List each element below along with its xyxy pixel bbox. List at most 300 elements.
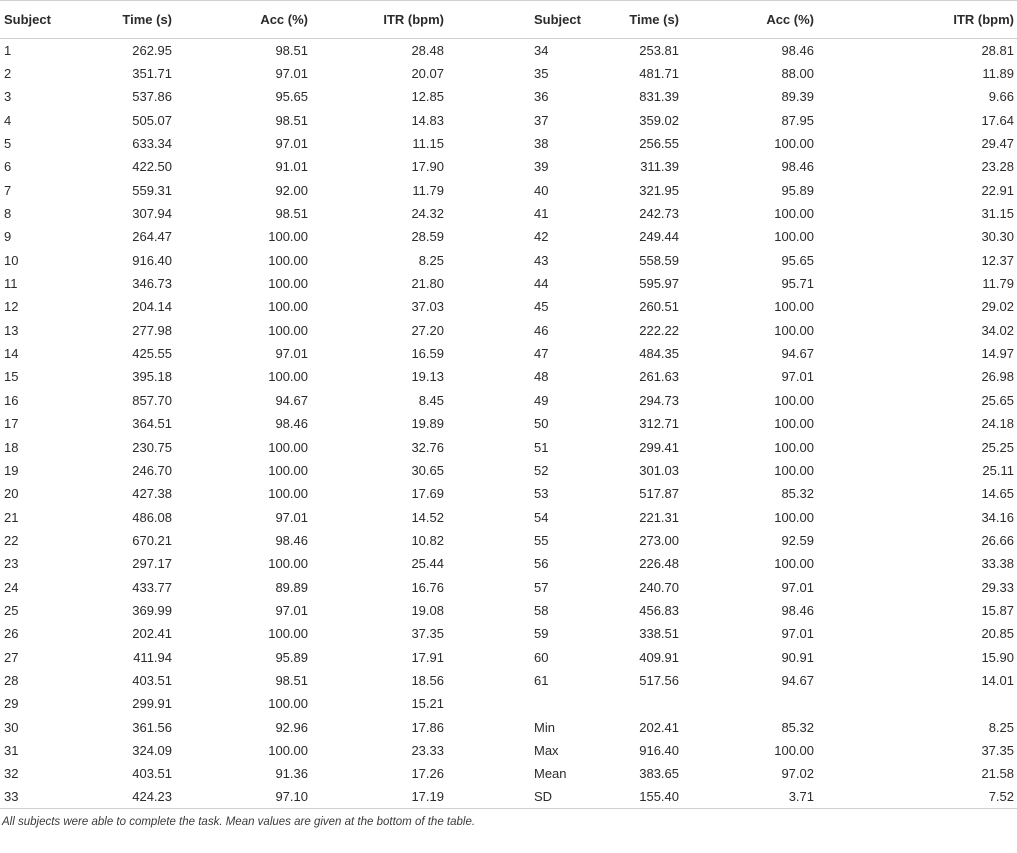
cell-time-2: 261.63 xyxy=(639,369,679,385)
cell-itr-2: 17.64 xyxy=(981,112,1014,128)
table-row xyxy=(0,132,1017,155)
cell-itr-2: 20.85 xyxy=(981,626,1014,642)
cell-time-2: 260.51 xyxy=(639,299,679,315)
spacer-cell xyxy=(814,552,883,575)
header-time: Time (s) xyxy=(74,1,172,39)
cell-itr: 25.44 xyxy=(411,556,444,572)
cell-itr-2: 25.65 xyxy=(981,392,1014,408)
cell-acc-2: 100.00 xyxy=(774,299,814,315)
cell-itr: 30.65 xyxy=(411,462,444,478)
cell-time-2: 242.73 xyxy=(639,206,679,222)
cell-subject: 3 xyxy=(4,89,12,105)
cell-time: 264.47 xyxy=(132,229,172,245)
cell-itr: 19.08 xyxy=(411,602,444,618)
cell-acc: 92.96 xyxy=(275,719,308,735)
cell-time: 433.77 xyxy=(132,579,172,595)
cell-time-2: 481.71 xyxy=(639,66,679,82)
cell-acc-2: 85.32 xyxy=(781,486,814,502)
cell-itr-2: 14.01 xyxy=(981,672,1014,688)
spacer-cell xyxy=(814,435,883,458)
cell-subject: 8 xyxy=(4,206,12,222)
cell-itr-2: 29.47 xyxy=(981,136,1014,152)
cell-itr: 19.89 xyxy=(411,416,444,432)
cell-subject-2: Max xyxy=(534,742,559,758)
spacer-cell xyxy=(814,365,883,388)
cell-time-2: 916.40 xyxy=(639,742,679,758)
spacer-cell xyxy=(814,622,883,645)
cell-subject: 9 xyxy=(4,229,12,245)
cell-itr-2: 33.38 xyxy=(981,556,1014,572)
header-subject-2: Subject xyxy=(444,1,534,39)
cell-itr-2: 7.52 xyxy=(883,786,1017,809)
cell-time: 369.99 xyxy=(132,602,172,618)
cell-subject: 14 xyxy=(4,346,19,362)
cell-itr-2: 22.91 xyxy=(981,182,1014,198)
cell-time: 246.70 xyxy=(132,462,172,478)
cell-acc-2: 100.00 xyxy=(774,392,814,408)
cell-acc-2: 3.71 xyxy=(679,786,814,809)
cell-time: 230.75 xyxy=(132,439,172,455)
cell-subject-2: 38 xyxy=(534,136,549,152)
spacer-cell xyxy=(814,225,883,248)
cell-itr: 8.25 xyxy=(418,252,444,268)
cell-subject: 21 xyxy=(4,509,19,525)
cell-itr-2: 37.35 xyxy=(981,742,1014,758)
cell-time: 857.70 xyxy=(132,392,172,408)
table-row xyxy=(0,62,1017,85)
cell-itr: 17.19 xyxy=(308,786,444,809)
cell-itr-2: 29.33 xyxy=(981,579,1014,595)
cell-itr-2: 31.15 xyxy=(981,206,1014,222)
cell-time-2: 321.95 xyxy=(639,182,679,198)
cell-time: 297.17 xyxy=(132,556,172,572)
spacer-cell xyxy=(814,459,883,482)
cell-time-2: 311.39 xyxy=(640,159,679,175)
table-row xyxy=(0,412,1017,435)
table-row xyxy=(0,272,1017,295)
header-row xyxy=(0,1,1017,39)
cell-subject-2: 59 xyxy=(534,626,549,642)
cell-subject-2: 61 xyxy=(534,672,549,688)
cell-time: 346.73 xyxy=(132,276,172,292)
cell-acc: 98.51 xyxy=(275,672,308,688)
cell-acc: 98.51 xyxy=(275,42,308,58)
cell-acc-2: 100.00 xyxy=(774,556,814,572)
table-row xyxy=(0,762,1017,785)
header-itr: ITR (bpm) xyxy=(308,1,444,39)
spacer-cell xyxy=(814,412,883,435)
cell-itr: 16.76 xyxy=(411,579,444,595)
header-acc-2: Acc (%) xyxy=(679,1,814,39)
cell-time-2 xyxy=(534,692,679,715)
spacer-cell xyxy=(814,529,883,552)
cell-subject: 27 xyxy=(4,649,19,665)
cell-itr-2: 11.89 xyxy=(982,66,1014,82)
cell-subject-2: 37 xyxy=(534,112,549,128)
cell-itr: 10.82 xyxy=(411,532,444,548)
cell-time: 425.55 xyxy=(132,346,172,362)
table-row xyxy=(0,295,1017,318)
table-row xyxy=(0,85,1017,108)
cell-acc: 97.01 xyxy=(275,136,308,152)
cell-itr: 17.91 xyxy=(411,649,444,665)
cell-subject: 2 xyxy=(4,66,12,82)
cell-itr: 11.79 xyxy=(412,182,444,198)
cell-itr-2: 34.02 xyxy=(981,322,1014,338)
cell-acc-2: 100.00 xyxy=(774,462,814,478)
cell-itr-2: 29.02 xyxy=(981,299,1014,315)
cell-time: 537.86 xyxy=(132,89,172,105)
cell-subject: 28 xyxy=(4,672,19,688)
cell-subject: 33 xyxy=(0,786,74,809)
cell-acc: 97.10 xyxy=(172,786,308,809)
cell-time-2: 301.03 xyxy=(639,462,679,478)
cell-subject: 7 xyxy=(4,182,12,198)
cell-subject-2: Min xyxy=(534,719,555,735)
cell-acc: 100.00 xyxy=(268,556,308,572)
table-row xyxy=(0,39,1017,62)
table-row xyxy=(0,179,1017,202)
spacer-cell xyxy=(814,155,883,178)
cell-itr: 37.35 xyxy=(411,626,444,642)
cell-subject: 26 xyxy=(4,626,19,642)
spacer-cell xyxy=(814,505,883,528)
table-row xyxy=(0,109,1017,132)
cell-itr-2: 8.25 xyxy=(988,719,1014,735)
header-subject: Subject xyxy=(0,1,74,39)
spacer-cell xyxy=(814,389,883,412)
cell-subject-2: 47 xyxy=(534,346,549,362)
cell-subject: 22 xyxy=(4,532,19,548)
cell-subject-2: 36 xyxy=(534,89,549,105)
cell-time: 916.40 xyxy=(132,252,172,268)
spacer-cell xyxy=(814,319,883,342)
cell-acc-2: 90.91 xyxy=(781,649,814,665)
table-row xyxy=(0,692,1017,715)
cell-time: 277.98 xyxy=(132,322,172,338)
cell-acc-2: 95.89 xyxy=(781,182,814,198)
cell-itr-2: 15.87 xyxy=(981,602,1014,618)
table-row xyxy=(0,622,1017,645)
cell-time: 505.07 xyxy=(132,112,172,128)
cell-itr-2: 9.66 xyxy=(988,89,1014,105)
table-row xyxy=(0,575,1017,598)
cell-subject-2: 34 xyxy=(534,42,549,58)
cell-acc-2: 85.32 xyxy=(781,719,814,735)
cell-time: 262.95 xyxy=(132,42,172,58)
cell-itr-2: 11.79 xyxy=(982,276,1014,292)
cell-subject: 19 xyxy=(4,462,19,478)
cell-itr-2: 30.30 xyxy=(981,229,1014,245)
cell-acc-2 xyxy=(679,692,814,715)
table-row xyxy=(0,365,1017,388)
cell-time-2: 312.71 xyxy=(639,416,679,432)
cell-time-2: 831.39 xyxy=(639,89,679,105)
spacer-cell xyxy=(814,715,883,738)
cell-itr: 24.32 xyxy=(411,206,444,222)
cell-acc: 97.01 xyxy=(275,346,308,362)
cell-subject-2: 42 xyxy=(534,229,549,245)
cell-itr-2: 26.66 xyxy=(981,532,1014,548)
cell-time-2: 517.56 xyxy=(639,672,679,688)
cell-time: 324.09 xyxy=(132,742,172,758)
cell-itr-2: 15.90 xyxy=(981,649,1014,665)
table-row xyxy=(0,669,1017,692)
cell-acc-2: 87.95 xyxy=(781,112,814,128)
cell-acc: 97.01 xyxy=(275,66,308,82)
cell-time: 411.94 xyxy=(133,649,172,665)
cell-acc: 100.00 xyxy=(268,369,308,385)
cell-acc: 98.51 xyxy=(275,112,308,128)
cell-subject-2: 50 xyxy=(534,416,549,432)
cell-time-2: 595.97 xyxy=(639,276,679,292)
cell-acc: 97.01 xyxy=(275,602,308,618)
cell-subject: 4 xyxy=(4,112,12,128)
cell-subject: 16 xyxy=(4,392,19,408)
cell-time-2: 273.00 xyxy=(639,532,679,548)
cell-subject-2: 44 xyxy=(534,276,549,292)
cell-time: 202.41 xyxy=(132,626,172,642)
cell-acc: 100.00 xyxy=(268,299,308,315)
cell-itr-2: 14.65 xyxy=(981,486,1014,502)
cell-time-2: 240.70 xyxy=(639,579,679,595)
cell-subject: 12 xyxy=(4,299,19,315)
cell-itr: 28.59 xyxy=(411,229,444,245)
spacer-cell xyxy=(814,249,883,272)
cell-time: 403.51 xyxy=(132,766,172,782)
cell-time: 299.91 xyxy=(132,696,172,712)
cell-subject: 23 xyxy=(4,556,19,572)
spacer-cell xyxy=(814,295,883,318)
table-row xyxy=(0,786,1017,809)
cell-acc-2: 97.01 xyxy=(781,626,814,642)
cell-itr: 8.45 xyxy=(418,392,444,408)
table-row xyxy=(0,225,1017,248)
cell-subject-2: 39 xyxy=(534,159,549,175)
cell-time-2: 253.81 xyxy=(639,42,679,58)
cell-itr: 27.20 xyxy=(411,322,444,338)
cell-time: 403.51 xyxy=(132,672,172,688)
cell-subject: 11 xyxy=(4,276,18,292)
cell-time: 633.34 xyxy=(132,136,172,152)
spacer-cell xyxy=(814,132,883,155)
cell-time: 422.50 xyxy=(132,159,172,175)
cell-acc: 91.01 xyxy=(275,159,308,175)
cell-subject: 29 xyxy=(4,696,19,712)
cell-acc: 91.36 xyxy=(275,766,308,782)
cell-time: 424.23 xyxy=(74,786,172,809)
cell-subject-2 xyxy=(444,692,534,715)
cell-acc-2: 98.46 xyxy=(781,159,814,175)
cell-itr-2: 23.28 xyxy=(981,159,1014,175)
cell-time-2: 155.40 xyxy=(534,786,679,809)
cell-subject-2: 43 xyxy=(534,252,549,268)
cell-itr: 23.33 xyxy=(411,742,444,758)
cell-itr: 20.07 xyxy=(411,66,444,82)
cell-acc: 100.00 xyxy=(268,462,308,478)
cell-subject-2: 58 xyxy=(534,602,549,618)
header-itr-2: ITR (bpm) xyxy=(883,1,1017,39)
cell-subject: 1 xyxy=(4,42,12,58)
cell-acc-2: 100.00 xyxy=(774,322,814,338)
cell-time: 427.38 xyxy=(132,486,172,502)
cell-subject: 5 xyxy=(4,136,12,152)
cell-itr-2: 14.97 xyxy=(981,346,1014,362)
cell-subject-2: 45 xyxy=(534,299,549,315)
table-row xyxy=(0,482,1017,505)
table-row xyxy=(0,739,1017,762)
cell-itr: 17.90 xyxy=(411,159,444,175)
spacer-cell xyxy=(814,202,883,225)
cell-time: 364.51 xyxy=(132,416,172,432)
cell-subject: 18 xyxy=(4,439,19,455)
cell-time-2: 202.41 xyxy=(639,719,679,735)
cell-itr-2: 24.18 xyxy=(981,416,1014,432)
table-row xyxy=(0,389,1017,412)
cell-subject-2: 49 xyxy=(534,392,549,408)
cell-itr: 14.52 xyxy=(411,509,444,525)
spacer-cell xyxy=(814,179,883,202)
table-row xyxy=(0,552,1017,575)
cell-acc: 100.00 xyxy=(268,486,308,502)
cell-time: 395.18 xyxy=(132,369,172,385)
cell-subject: 30 xyxy=(4,719,19,735)
cell-itr: 11.15 xyxy=(412,136,444,152)
cell-acc-2: 94.67 xyxy=(781,672,814,688)
cell-itr-2 xyxy=(883,692,1017,715)
cell-itr: 37.03 xyxy=(411,299,444,315)
cell-itr: 21.80 xyxy=(411,276,444,292)
table-row xyxy=(0,505,1017,528)
cell-itr-2: 25.25 xyxy=(981,439,1014,455)
cell-time: 361.56 xyxy=(132,719,172,735)
table-body xyxy=(0,39,1017,809)
cell-subject-2: 57 xyxy=(534,579,549,595)
cell-time: 307.94 xyxy=(132,206,172,222)
header-acc: Acc (%) xyxy=(172,1,308,39)
cell-itr: 14.83 xyxy=(411,112,444,128)
cell-acc-2: 100.00 xyxy=(774,136,814,152)
cell-time: 486.08 xyxy=(132,509,172,525)
table-row xyxy=(0,459,1017,482)
cell-acc: 95.65 xyxy=(275,89,308,105)
table-row xyxy=(0,342,1017,365)
table-row xyxy=(0,645,1017,668)
cell-subject-2: 41 xyxy=(534,206,549,222)
cell-time-2: 294.73 xyxy=(639,392,679,408)
cell-acc: 98.46 xyxy=(275,532,308,548)
cell-acc: 95.89 xyxy=(275,649,308,665)
cell-acc: 100.00 xyxy=(268,626,308,642)
cell-itr-2: 21.58 xyxy=(981,766,1014,782)
cell-subject: 25 xyxy=(4,602,19,618)
cell-time-2: 226.48 xyxy=(639,556,679,572)
cell-acc: 100.00 xyxy=(268,276,308,292)
cell-itr: 32.76 xyxy=(411,439,444,455)
cell-acc-2: 95.71 xyxy=(781,276,814,292)
cell-subject-2: Mean xyxy=(534,766,567,782)
cell-subject: 31 xyxy=(4,742,19,758)
spacer-cell xyxy=(814,645,883,668)
cell-acc: 97.01 xyxy=(275,509,308,525)
cell-acc-2: 88.00 xyxy=(781,66,814,82)
cell-itr: 18.56 xyxy=(411,672,444,688)
table-row xyxy=(0,319,1017,342)
cell-subject: 13 xyxy=(4,322,19,338)
spacer-cell xyxy=(814,575,883,598)
cell-acc-2: 98.46 xyxy=(781,42,814,58)
spacer-cell xyxy=(814,786,883,809)
cell-time-2: 222.22 xyxy=(639,322,679,338)
cell-subject: 17 xyxy=(4,416,19,432)
cell-acc-2: 100.00 xyxy=(774,439,814,455)
cell-acc-2: 97.01 xyxy=(781,579,814,595)
cell-subject: 32 xyxy=(4,766,19,782)
cell-time-2: 517.87 xyxy=(639,486,679,502)
cell-time-2: 484.35 xyxy=(639,346,679,362)
table-row xyxy=(0,249,1017,272)
cell-acc-2: 89.39 xyxy=(781,89,814,105)
cell-subject: 24 xyxy=(4,579,19,595)
cell-acc-2: 98.46 xyxy=(781,602,814,618)
spacer-cell xyxy=(814,669,883,692)
cell-subject-2: 52 xyxy=(534,462,549,478)
cell-time-2: 249.44 xyxy=(639,229,679,245)
cell-acc: 100.00 xyxy=(268,252,308,268)
cell-acc: 98.51 xyxy=(275,206,308,222)
header-time-2: Time (s) xyxy=(534,1,679,39)
cell-acc-2: 94.67 xyxy=(781,346,814,362)
cell-time-2: 221.31 xyxy=(639,509,679,525)
cell-subject-2: 40 xyxy=(534,182,549,198)
cell-itr-2: 26.98 xyxy=(981,369,1014,385)
cell-time-2: 338.51 xyxy=(639,626,679,642)
cell-acc-2: 100.00 xyxy=(774,206,814,222)
cell-time: 559.31 xyxy=(132,182,172,198)
cell-itr: 17.26 xyxy=(411,766,444,782)
cell-time-2: 409.91 xyxy=(639,649,679,665)
spacer-cell xyxy=(814,85,883,108)
cell-subject: 10 xyxy=(4,252,19,268)
cell-acc: 100.00 xyxy=(268,322,308,338)
cell-itr: 28.48 xyxy=(411,42,444,58)
cell-time: 670.21 xyxy=(132,532,172,548)
cell-itr-2: 12.37 xyxy=(981,252,1014,268)
cell-acc: 94.67 xyxy=(275,392,308,408)
cell-acc: 100.00 xyxy=(268,439,308,455)
cell-acc-2: 95.65 xyxy=(781,252,814,268)
cell-acc: 100.00 xyxy=(268,742,308,758)
cell-subject-2: 51 xyxy=(534,439,549,455)
spacer-cell xyxy=(814,342,883,365)
spacer-cell xyxy=(814,692,883,715)
cell-time-2: 359.02 xyxy=(639,112,679,128)
cell-acc-2: 100.00 xyxy=(774,229,814,245)
cell-time-2: 299.41 xyxy=(639,439,679,455)
table-row xyxy=(0,155,1017,178)
cell-subject: 6 xyxy=(4,159,12,175)
cell-acc-2: 100.00 xyxy=(774,416,814,432)
cell-acc-2: 100.00 xyxy=(774,742,814,758)
table-row xyxy=(0,599,1017,622)
cell-itr: 15.21 xyxy=(411,696,444,712)
cell-subject: 15 xyxy=(4,369,19,385)
cell-subject: 20 xyxy=(4,486,19,502)
cell-itr: 19.13 xyxy=(411,369,444,385)
spacer-cell xyxy=(814,62,883,85)
table-row xyxy=(0,715,1017,738)
cell-acc-2: 100.00 xyxy=(774,509,814,525)
